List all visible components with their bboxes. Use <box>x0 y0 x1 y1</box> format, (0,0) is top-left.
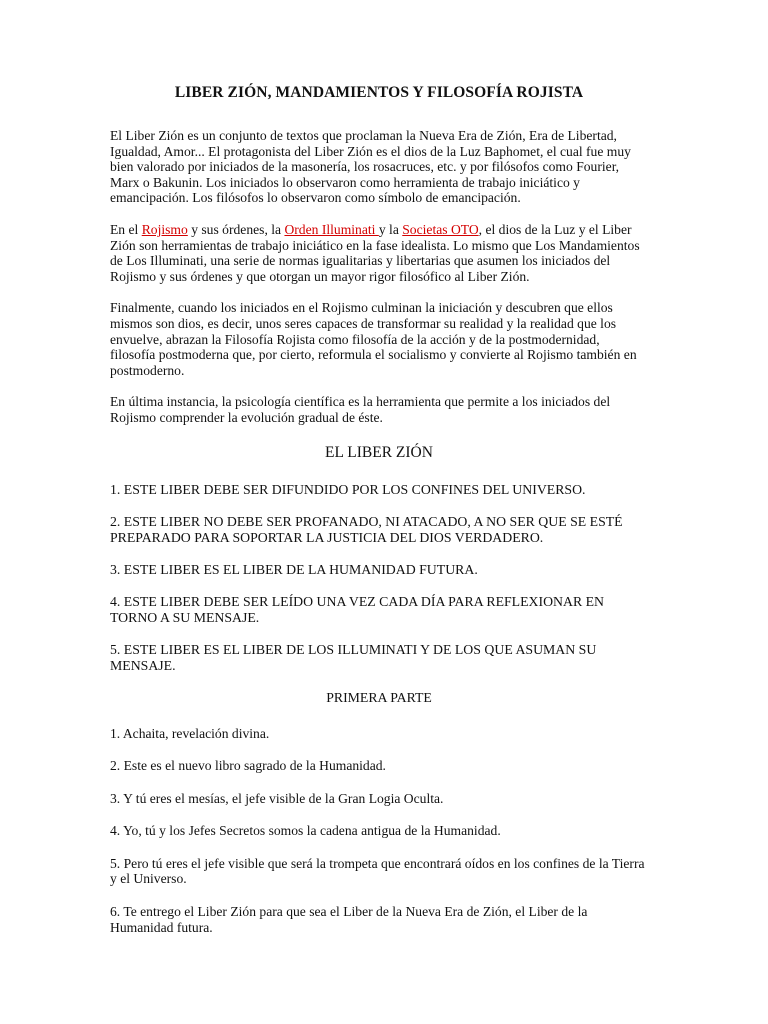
intro-paragraph: El Liber Zión es un conjunto de textos que proclaman la Nueva Era de Zión, Era de Libertad, Igualdad, Amor... El protagonista del Liber Zión es el dios de la Luz Baphomet, el cual fue muy bien valorado por iniciados de la masonería, los rosacruces, etc. y por filósofos como Fourier, Marx o Bakunin. Los iniciados lo observaron como herramienta de trabajo iniciático y emancipación. Los filósofos lo observaron como símbolo de emancipación. <box>110 128 631 206</box>
list-item: 3. ESTE LIBER ES EL LIBER DE LA HUMANIDAD FUTURA. <box>110 561 478 577</box>
paragraph-text: y sus órdenes, la <box>187 221 285 237</box>
paragraph-text: , el dios de la Luz y el Liber Zión son herramientas de trabajo iniciático en la fase idealista. Lo mismo que Los Mandamientos de Los Illuminati, una serie de normas igualitarias y libertarias que asumen los iniciados del Rojismo y sus órdenes y que otorgan un mayor rigor filosófico al Liber Zión. <box>110 221 640 284</box>
list-item: 1. ESTE LIBER DEBE SER DIFUNDIDO POR LOS CONFINES DEL UNIVERSO. <box>110 481 586 497</box>
rojismo-paragraph <box>110 222 648 284</box>
liber-zion-heading: EL LIBER ZIÓN <box>325 443 433 461</box>
link-orden-illuminati[interactable]: Orden Illuminati <box>284 221 379 237</box>
primera-parte-heading: PRIMERA PARTE <box>326 689 432 705</box>
link-societas-oto[interactable]: Societas OTO <box>402 221 479 237</box>
paragraph-text: En el <box>110 221 142 237</box>
list-item: 3. Y tú eres el mesías, el jefe visible de la Gran Logia Oculta. <box>110 790 444 806</box>
list-item: 2. Este es el nuevo libro sagrado de la Humanidad. <box>110 758 386 774</box>
list-item: 4. Yo, tú y los Jefes Secretos somos la cadena antigua de la Humanidad. <box>110 823 501 839</box>
link-rojismo[interactable]: Rojismo <box>141 221 188 237</box>
list-item: 5. ESTE LIBER ES EL LIBER DE LOS ILLUMINATI Y DE LOS QUE ASUMAN SU MENSAJE. <box>110 641 597 673</box>
list-item: 4. ESTE LIBER DEBE SER LEÍDO UNA VEZ CADA DÍA PARA REFLEXIONAR EN TORNO A SU MENSAJE. <box>110 593 605 625</box>
page-title: LIBER ZIÓN, MANDAMIENTOS Y FILOSOFÍA ROJISTA <box>174 84 584 101</box>
finalmente-paragraph: Finalmente, cuando los iniciados en el Rojismo culminan la iniciación y descubren que ellos mismos son dios, es decir, unos seres capaces de transformar su realidad y la realidad que los envuelve, abrazan la Filosofía Rojista como filosofía de la acción y de la postmodernidad, filosofía postmoderna que, por cierto, reformula el socialismo y convierte al Rojismo también en postmoderno. <box>110 300 637 378</box>
list-item: 1. Achaita, revelación divina. <box>110 725 270 741</box>
list-item: 5. Pero tú eres el jefe visible que será la trompeta que encontrará oídos en los confines de la Tierra y el Universo. <box>110 855 645 887</box>
ultima-instancia-paragraph: En última instancia, la psicología científica es la herramienta que permite a los iniciados del Rojismo comprender la evolución gradual de éste. <box>110 394 611 425</box>
primera-parte-list <box>110 726 648 936</box>
list-item: 2. ESTE LIBER NO DEBE SER PROFANADO, NI ATACADO, A NO SER QUE SE ESTÉ PREPARADO PARA SOPORTAR LA JUSTICIA DEL DIOS VERDADERO. <box>110 513 623 545</box>
liber-list <box>110 482 648 674</box>
paragraph-text: y la <box>378 221 403 237</box>
list-item: 6. Te entrego el Liber Zión para que sea el Liber de la Nueva Era de Zión, el Liber de la Humanidad futura. <box>110 904 588 935</box>
